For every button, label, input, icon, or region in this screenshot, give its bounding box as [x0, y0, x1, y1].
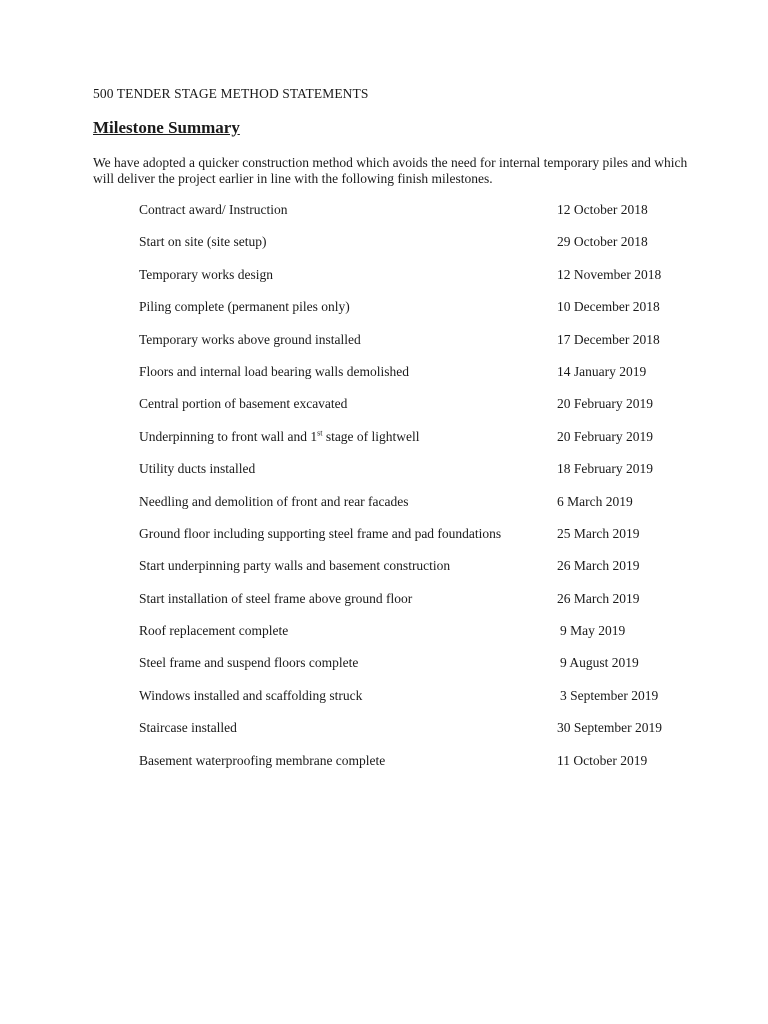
milestone-date: 29 October 2018 — [557, 234, 648, 250]
milestone-row — [139, 429, 699, 461]
milestone-label: Floors and internal load bearing walls demolished — [139, 363, 409, 379]
milestone-label-part: Underpinning to front wall and 1 — [139, 428, 318, 444]
milestone-label: Contract award/ Instruction — [139, 202, 288, 217]
milestone-row — [139, 234, 699, 266]
milestone-label: Steel frame and suspend floors complete — [139, 655, 359, 671]
milestone-row — [139, 364, 699, 396]
milestone-date: 25 March 2019 — [557, 525, 640, 541]
milestone-row — [139, 396, 699, 428]
milestone-row — [139, 720, 699, 752]
milestone-row — [139, 558, 699, 590]
milestone-row — [139, 332, 699, 364]
milestone-date: 10 December 2018 — [557, 299, 660, 315]
milestone-date: 3 September 2019 — [560, 687, 659, 703]
milestone-label: Piling complete (permanent piles only) — [139, 299, 350, 315]
milestone-row — [139, 461, 699, 493]
section-title: Milestone Summary — [93, 118, 240, 137]
milestone-row — [139, 202, 699, 234]
milestone-row — [139, 494, 699, 526]
milestone-label-part: stage of lightwell — [322, 428, 420, 444]
milestone-row — [139, 623, 699, 655]
milestone-date: 9 August 2019 — [560, 655, 639, 671]
milestone-date: 11 October 2019 — [557, 752, 648, 768]
milestone-row — [139, 267, 699, 299]
milestone-list — [139, 202, 699, 785]
milestone-label: Roof replacement complete — [139, 623, 289, 639]
milestone-label: Start underpinning party walls and basement construction — [139, 558, 451, 574]
milestone-date: 9 May 2019 — [560, 623, 626, 639]
milestone-label: Staircase installed — [139, 720, 237, 736]
milestone-label: Ground floor including supporting steel frame and pad foundations — [139, 525, 502, 541]
milestone-date: 26 March 2019 — [557, 590, 640, 606]
milestone-row — [139, 688, 699, 720]
milestone-date: 20 February 2019 — [557, 396, 653, 412]
milestone-date: 20 February 2019 — [557, 428, 653, 444]
milestone-label: Start installation of steel frame above ground floor — [139, 590, 413, 606]
milestone-row — [139, 655, 699, 687]
milestone-label: Central portion of basement excavated — [139, 396, 348, 412]
milestone-label: Windows installed and scaffolding struck — [139, 687, 363, 703]
document-header: 500 TENDER STAGE METHOD STATEMENTS — [93, 86, 369, 101]
milestone-row — [139, 299, 699, 331]
milestone-label: Temporary works above ground installed — [139, 331, 361, 347]
intro-paragraph: We have adopted a quicker construction method which avoids the need for internal temporary piles and which will deliver the project earlier in line with the following finish milestones. — [93, 155, 688, 186]
milestone-row — [139, 753, 699, 785]
milestone-date: 30 September 2019 — [557, 720, 662, 736]
milestone-label: Basement waterproofing membrane complete — [139, 752, 386, 768]
milestone-label: Start on site (site setup) — [139, 234, 267, 250]
ordinal-suffix: st — [317, 428, 323, 438]
milestone-date: 12 October 2018 — [557, 202, 648, 217]
milestone-date: 18 February 2019 — [557, 461, 653, 477]
milestone-label: Needling and demolition of front and rear facades — [139, 493, 409, 509]
milestone-label — [139, 429, 420, 445]
milestone-date: 12 November 2018 — [557, 266, 662, 282]
milestone-row — [139, 526, 699, 558]
milestone-label: Temporary works design — [139, 266, 274, 282]
milestone-date: 6 March 2019 — [557, 493, 633, 509]
milestone-date: 17 December 2018 — [557, 331, 660, 347]
milestone-label: Utility ducts installed — [139, 461, 256, 477]
milestone-date: 26 March 2019 — [557, 558, 640, 574]
milestone-date: 14 January 2019 — [557, 363, 647, 379]
milestone-row — [139, 591, 699, 623]
